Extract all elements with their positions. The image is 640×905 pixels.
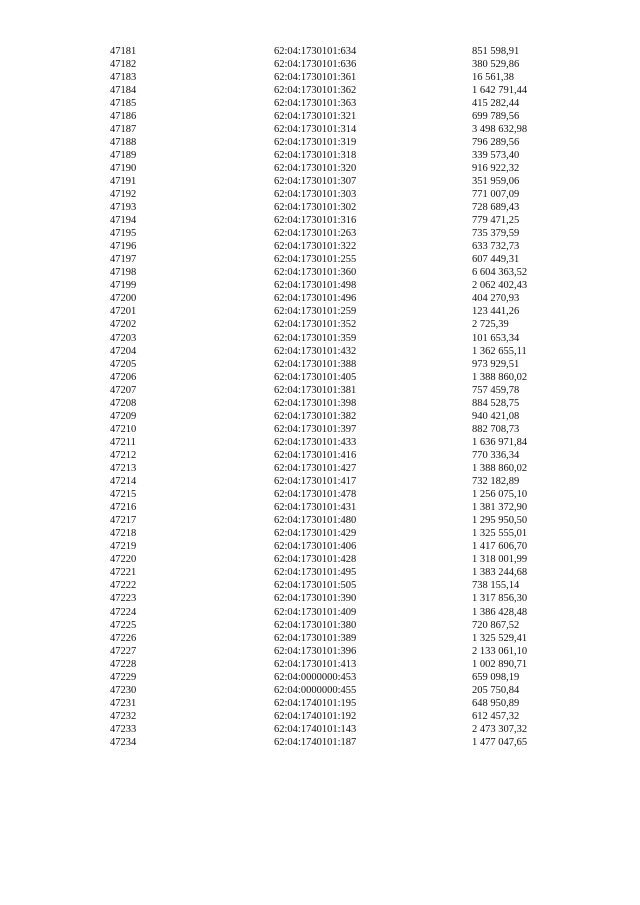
cadastral-value: 1 642 791,44 [472, 84, 528, 96]
row-number: 47199 [110, 280, 137, 292]
cadastral-number: 62:04:1730101:498 [274, 280, 357, 292]
cadastral-value: 1 383 244,68 [472, 567, 528, 579]
cadastral-value: 659 098,19 [472, 671, 520, 683]
cadastral-number: 62:04:1730101:362 [274, 84, 357, 96]
cadastral-value: 732 182,89 [472, 476, 520, 488]
cadastral-number: 62:04:1730101:307 [274, 175, 357, 187]
row-number: 47226 [110, 632, 137, 644]
cadastral-value: 738 155,14 [472, 580, 520, 592]
table-row [110, 592, 570, 605]
row-number: 47220 [110, 554, 137, 566]
row-number: 47228 [110, 658, 137, 670]
cadastral-value: 633 732,73 [472, 241, 520, 253]
cadastral-number: 62:04:1740101:187 [274, 736, 357, 748]
cadastral-value: 757 459,78 [472, 384, 520, 396]
cadastral-number: 62:04:1730101:319 [274, 136, 357, 148]
cadastral-number: 62:04:1730101:381 [274, 384, 357, 396]
cadastral-number: 62:04:1730101:405 [274, 371, 357, 383]
table-row [110, 540, 570, 553]
table-row [110, 318, 570, 331]
row-number: 47198 [110, 267, 137, 279]
cadastral-number: 62:04:1730101:352 [274, 319, 357, 331]
row-number: 47193 [110, 202, 137, 214]
cadastral-number: 62:04:1730101:398 [274, 397, 357, 409]
table-row [110, 371, 570, 384]
cadastral-number: 62:04:1730101:505 [274, 580, 357, 592]
row-number: 47186 [110, 110, 137, 122]
table-row [110, 71, 570, 84]
table-row [110, 305, 570, 318]
row-number: 47194 [110, 215, 137, 227]
row-number: 47204 [110, 345, 137, 357]
cadastral-number: 62:04:1730101:360 [274, 267, 357, 279]
table-row [110, 58, 570, 71]
cadastral-number: 62:04:1730101:431 [274, 502, 357, 514]
cadastral-number: 62:04:1730101:255 [274, 254, 357, 266]
cadastral-value: 884 528,75 [472, 397, 520, 409]
cadastral-value: 16 561,38 [472, 71, 514, 83]
cadastral-number: 62:04:1730101:380 [274, 619, 357, 631]
table-row [110, 527, 570, 540]
row-number: 47188 [110, 136, 137, 148]
cadastral-value: 101 653,34 [472, 332, 520, 344]
row-number: 47202 [110, 319, 137, 331]
cadastral-value: 851 598,91 [472, 45, 520, 57]
row-number: 47195 [110, 228, 137, 240]
cadastral-value: 1 002 890,71 [472, 658, 528, 670]
table-row [110, 332, 570, 345]
cadastral-value: 916 922,32 [472, 162, 520, 174]
row-number: 47215 [110, 489, 137, 501]
cadastral-number: 62:04:1730101:432 [274, 345, 357, 357]
cadastral-value: 1 325 529,41 [472, 632, 528, 644]
row-number: 47218 [110, 528, 137, 540]
cadastral-value: 1 256 075,10 [472, 489, 528, 501]
table-row [110, 227, 570, 240]
cadastral-number: 62:04:1730101:314 [274, 123, 357, 135]
cadastral-value: 1 477 047,65 [472, 736, 528, 748]
cadastral-number: 62:04:1730101:320 [274, 162, 357, 174]
table-row [110, 488, 570, 501]
cadastral-value: 1 295 950,50 [472, 515, 528, 527]
cadastral-number: 62:04:1730101:359 [274, 332, 357, 344]
row-number: 47185 [110, 97, 137, 109]
cadastral-number: 62:04:1730101:316 [274, 215, 357, 227]
row-number: 47227 [110, 645, 137, 657]
cadastral-value: 770 336,34 [472, 449, 520, 461]
row-number: 47213 [110, 463, 137, 474]
cadastral-number: 62:04:1730101:389 [274, 632, 357, 644]
cadastral-value: 380 529,86 [472, 58, 520, 70]
row-number: 47224 [110, 606, 137, 618]
table-row [110, 514, 570, 527]
table-row [110, 579, 570, 592]
table-row [110, 266, 570, 279]
table-row [110, 736, 570, 749]
cadastral-number: 62:04:1730101:496 [274, 293, 357, 305]
row-number: 47217 [110, 515, 137, 527]
table-row [110, 45, 570, 58]
table-row [110, 619, 570, 632]
table-row [110, 645, 570, 658]
table-row [110, 501, 570, 514]
table-row [110, 475, 570, 488]
row-number: 47232 [110, 710, 137, 722]
row-number: 47192 [110, 189, 137, 201]
table-row [110, 84, 570, 97]
cadastral-value: 607 449,31 [472, 254, 520, 266]
row-number: 47205 [110, 358, 137, 370]
cadastral-number: 62:04:1730101:417 [274, 476, 357, 488]
cadastral-value: 699 789,56 [472, 110, 520, 122]
table-row [110, 279, 570, 292]
cadastral-value: 351 959,06 [472, 175, 520, 187]
row-number: 47231 [110, 697, 137, 709]
cadastral-number: 62:04:1730101:388 [274, 358, 357, 370]
cadastral-value: 735 379,59 [472, 228, 520, 240]
row-number: 47211 [110, 436, 136, 448]
cadastral-number: 62:04:1730101:416 [274, 449, 357, 461]
cadastral-number: 62:04:1730101:263 [274, 228, 357, 240]
cadastral-value: 796 289,56 [472, 136, 520, 148]
table-row [110, 188, 570, 201]
cadastral-number: 62:04:1730101:396 [274, 645, 357, 657]
table-row [110, 175, 570, 188]
table-row [110, 606, 570, 619]
table-row [110, 462, 570, 475]
table-row [110, 710, 570, 723]
cadastral-number: 62:04:1730101:390 [274, 593, 357, 605]
cadastral-value: 415 282,44 [472, 97, 520, 109]
row-number: 47208 [110, 397, 137, 409]
table-row [110, 632, 570, 645]
row-number: 47207 [110, 384, 137, 396]
cadastral-number: 62:04:1730101:363 [274, 97, 357, 109]
cadastral-value: 771 007,09 [472, 189, 520, 201]
cadastral-number: 62:04:1730101:429 [274, 528, 357, 540]
table-row [110, 436, 570, 449]
table-row [110, 553, 570, 566]
cadastral-number: 62:04:1730101:406 [274, 541, 357, 553]
cadastral-number: 62:04:1730101:480 [274, 515, 357, 527]
cadastral-number: 62:04:0000000:455 [274, 684, 357, 696]
row-number: 47234 [110, 736, 137, 748]
row-number: 47196 [110, 241, 137, 253]
table-row [110, 292, 570, 305]
cadastral-number: 62:04:1730101:495 [274, 567, 357, 579]
table-row [110, 162, 570, 175]
cadastral-value: 1 318 001,99 [472, 554, 528, 566]
cadastral-value: 3 498 632,98 [472, 123, 528, 135]
cadastral-number: 62:04:1730101:428 [274, 554, 357, 566]
row-number: 47230 [110, 684, 137, 696]
cadastral-value: 2 062 402,43 [472, 280, 528, 292]
table-row [110, 397, 570, 410]
cadastral-value: 1 386 428,48 [472, 606, 528, 618]
cadastral-value-table [110, 45, 570, 750]
cadastral-value: 205 750,84 [472, 684, 520, 696]
table-row [110, 253, 570, 266]
row-number: 47225 [110, 619, 137, 631]
cadastral-number: 62:04:0000000:453 [274, 671, 357, 683]
row-number: 47184 [110, 84, 137, 96]
cadastral-value: 1 388 860,02 [472, 371, 528, 383]
row-number: 47214 [110, 476, 137, 488]
cadastral-number: 62:04:1730101:322 [274, 241, 357, 253]
cadastral-value: 1 388 860,02 [472, 463, 528, 474]
cadastral-number: 62:04:1730101:478 [274, 489, 357, 501]
cadastral-value: 1 362 655,11 [472, 345, 527, 357]
table-row [110, 240, 570, 253]
row-number: 47216 [110, 502, 137, 514]
table-row [110, 97, 570, 110]
cadastral-value: 6 604 363,52 [472, 267, 528, 279]
row-number: 47212 [110, 449, 137, 461]
row-number: 47223 [110, 593, 137, 605]
row-number: 47222 [110, 580, 137, 592]
cadastral-number: 62:04:1730101:382 [274, 410, 357, 422]
cadastral-number: 62:04:1730101:303 [274, 189, 357, 201]
cadastral-value: 1 325 555,01 [472, 528, 528, 540]
cadastral-value: 2 133 061,10 [472, 645, 528, 657]
cadastral-value: 728 689,43 [472, 202, 520, 214]
table-row [110, 358, 570, 371]
table-row [110, 214, 570, 227]
cadastral-value: 1 317 856,30 [472, 593, 528, 605]
table-row [110, 384, 570, 397]
cadastral-number: 62:04:1730101:409 [274, 606, 357, 618]
cadastral-value: 339 573,40 [472, 149, 520, 161]
row-number: 47181 [110, 45, 137, 57]
cadastral-number: 62:04:1730101:302 [274, 202, 357, 214]
cadastral-number: 62:04:1730101:413 [274, 658, 357, 670]
cadastral-value: 1 636 971,84 [472, 436, 528, 448]
cadastral-value: 404 270,93 [472, 293, 520, 305]
row-number: 47221 [110, 567, 137, 579]
table-row [110, 136, 570, 149]
table-row [110, 423, 570, 436]
row-number: 47197 [110, 254, 137, 266]
table-row [110, 697, 570, 710]
table-row [110, 684, 570, 697]
cadastral-number: 62:04:1730101:321 [274, 110, 357, 122]
cadastral-value: 940 421,08 [472, 410, 520, 422]
cadastral-number: 62:04:1730101:634 [274, 45, 357, 57]
row-number: 47200 [110, 293, 137, 305]
table-row [110, 566, 570, 579]
table-row [110, 449, 570, 462]
cadastral-number: 62:04:1730101:318 [274, 149, 357, 161]
cadastral-value: 2 725,39 [472, 319, 509, 331]
cadastral-number: 62:04:1730101:397 [274, 423, 357, 435]
table-row [110, 201, 570, 214]
row-number: 47233 [110, 723, 137, 735]
cadastral-value: 973 929,51 [472, 358, 520, 370]
row-number: 47190 [110, 162, 137, 174]
row-number: 47183 [110, 71, 137, 83]
cadastral-number: 62:04:1730101:361 [274, 71, 357, 83]
cadastral-value: 648 950,89 [472, 697, 520, 709]
cadastral-number: 62:04:1740101:192 [274, 710, 357, 722]
row-number: 47203 [110, 332, 137, 344]
row-number: 47206 [110, 371, 137, 383]
table-row [110, 149, 570, 162]
table-row [110, 110, 570, 123]
cadastral-value: 779 471,25 [472, 215, 520, 227]
cadastral-value: 1 381 372,90 [472, 502, 528, 514]
cadastral-value: 1 417 606,70 [472, 541, 528, 553]
cadastral-value: 612 457,32 [472, 710, 520, 722]
table-row [110, 671, 570, 684]
cadastral-number: 62:04:1730101:427 [274, 463, 357, 474]
cadastral-number: 62:04:1740101:143 [274, 723, 357, 735]
cadastral-value: 2 473 307,32 [472, 723, 528, 735]
table-row [110, 723, 570, 736]
row-number: 47201 [110, 306, 137, 318]
table-row [110, 123, 570, 136]
cadastral-number: 62:04:1740101:195 [274, 697, 357, 709]
table-row [110, 658, 570, 671]
table-row [110, 345, 570, 358]
row-number: 47187 [110, 123, 137, 135]
cadastral-value: 720 867,52 [472, 619, 520, 631]
row-number: 47191 [110, 175, 137, 187]
row-number: 47209 [110, 410, 137, 422]
cadastral-value: 123 441,26 [472, 306, 520, 318]
cadastral-value: 882 708,73 [472, 423, 520, 435]
row-number: 47219 [110, 541, 137, 553]
row-number: 47182 [110, 58, 137, 70]
cadastral-number: 62:04:1730101:636 [274, 58, 357, 70]
row-number: 47189 [110, 149, 137, 161]
row-number: 47210 [110, 423, 137, 435]
row-number: 47229 [110, 671, 137, 683]
table-row [110, 410, 570, 423]
cadastral-number: 62:04:1730101:259 [274, 306, 357, 318]
cadastral-number: 62:04:1730101:433 [274, 436, 357, 448]
